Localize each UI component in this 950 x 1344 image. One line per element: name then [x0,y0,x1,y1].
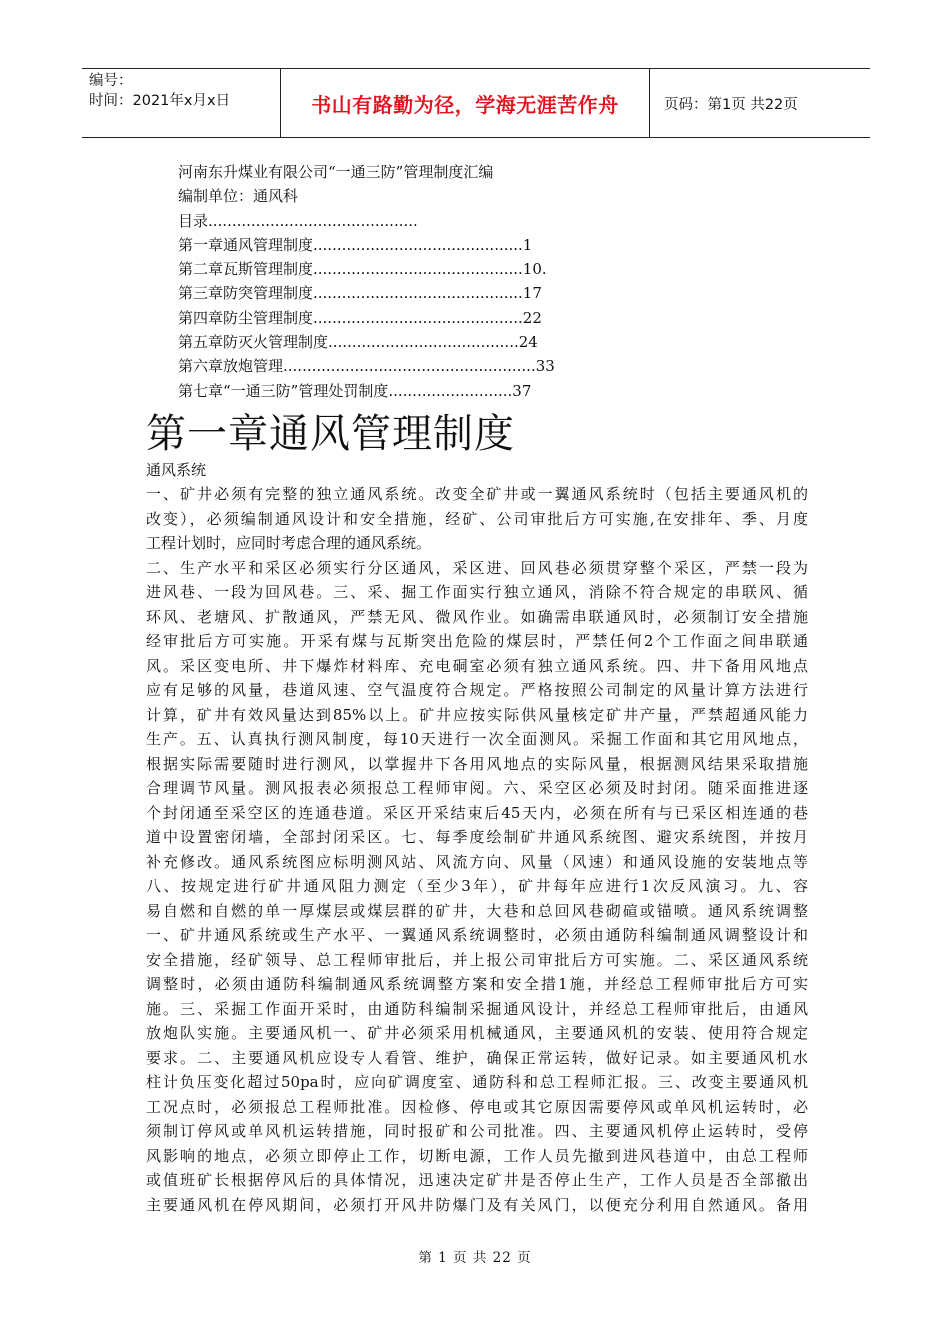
contents-label: 目录............................................ [178,211,418,230]
header-motto: 书山有路勤为径，学海无涯苦作舟 [280,69,650,137]
body-line: 应有足够的风量，巷道风速、空气温度符合规定。严格按照公司制定的风量计算方法进行 [146,681,808,699]
toc-entry[interactable]: 第三章防突管理制度............................................17 [178,284,542,303]
body-line: 施。三、采掘工作面开采时，由通防科编制采掘通风设计，并经总工程师审批后，由通风 [146,999,808,1018]
header-page-info: 页码：第1页 共22页 [664,96,798,113]
section-heading: 通风系统 [146,461,207,479]
toc-entry[interactable]: 第七章“一通三防”管理处罚制度..........................37 [178,381,532,400]
body-line: 柱计负压变化超过50pa时，应向矿调度室、通防科和总工程师汇报。三、改变主要通风机 [146,1073,808,1091]
body-line: 或值班矿长根据停风后的具体情况，迅速决定矿井是否停止生产，工作人员是否全部撤出 [146,1171,808,1189]
body-line: 道中设置密闭墙，全部封闭采区。七、每季度绘制矿井通风系统图、避灾系统图，并按月 [146,828,808,846]
body-line: 一、矿井必须有完整的独立通风系统。改变全矿井或一翼通风系统时（包括主要通风机的 [146,485,808,503]
body-line: 计算，矿井有效风量达到85%以上。矿井应按实际供风量核定矿井产量，严禁超通风能力 [146,705,808,724]
body-line: 八、按规定进行矿井通风阻力测定（至少3年），矿井每年应进行1次反风演习。九、容 [146,877,808,895]
table-of-contents [178,160,555,403]
body-line: 合理调节风量。测风报表必须报总工程师审阅。六、采空区必须及时封闭。随采面推进逐 [146,779,808,797]
body-line: 经审批后方可实施。开采有煤与瓦斯突出危险的煤层时，严禁任何2个工作面之间串联通 [146,632,808,650]
toc-entry[interactable]: 第五章防灭火管理制度........................................24 [178,333,538,352]
body-line: 风。采区变电所、井下爆炸材料库、充电硐室必须有独立通风系统。四、井下备用风地点 [146,656,808,675]
page-header [82,68,870,138]
document-time: 时间：2021年x月x日 [89,93,231,109]
toc-entry[interactable]: 第四章防尘管理制度............................................22 [178,308,542,327]
body-line: 环风、老塘风、扩散通风，严禁无风、微风作业。如确需串联通风时，必须制订安全措施 [146,607,808,626]
body-line: 调整时，必须由通防科编制通风系统调整方案和安全措1施，并经总工程师审批后方可实 [146,975,808,993]
header-meta [82,69,280,137]
toc-entry[interactable]: 第一章通风管理制度............................................1 [178,235,533,254]
body-line: 工况点时，必须报总工程师批准。因检修、停电或其它原因需要停风或单风机运转时，必 [146,1097,808,1116]
body-line: 须制订停风或单风机运转措施，同时报矿和公司批准。四、主要通风机停止运转时，受停 [146,1122,808,1140]
body-line: 安全措施，经矿领导、总工程师审批后，并上报公司审批后方可实施。二、采区通风系统 [146,950,808,969]
body-line: 生产。五、认真执行测风制度，每10天进行一次全面测风。采掘工作面和其它用风地点， [146,730,808,748]
chapter-title: 第一章通风管理制度 [146,411,515,457]
body-line: 个封闭通至采空区的连通巷道。采区开采结束后45天内，必须在所有与已采区相连通的巷 [146,803,808,822]
compiling-unit: 编制单位：通风科 [178,187,299,206]
document-number: 编号： [89,73,133,89]
body-line: 风影响的地点，必须立即停止工作，切断电源，工作人员先撤到进风巷道中，由总工程师 [146,1146,808,1165]
body-line: 根据实际需要随时进行测风，以掌握井下各用风地点的实际风量，根据测风结果采取措施 [146,754,808,773]
body-line: 一、矿井通风系统或生产水平、一翼通风系统调整时，必须由通防科编制通风调整设计和 [146,926,808,944]
chapter-body [146,482,808,1217]
body-line: 工程计划时，应同时考虑合理的通风系统。 [146,534,432,552]
company-title: 河南东升煤业有限公司“一通三防”管理制度汇编 [178,163,494,181]
body-line: 补充修改。通风系统图应标明测风站、风流方向、风量（风速）和通风设施的安装地点等 [146,852,808,871]
page-footer: 第 1 页 共 22 页 [418,1250,532,1266]
toc-entry[interactable]: 第二章瓦斯管理制度............................................10. [178,260,547,279]
toc-entry[interactable]: 第六章放炮管理.....................................................33 [178,357,555,376]
body-line: 主要通风机在停风期间，必须打开风井防爆门及有关风门，以便充分利用自然通风。备用 [146,1195,808,1214]
body-line: 放炮队实施。主要通风机一、矿井必须采用机械通风，主要通风机的安装、使用符合规定 [146,1024,808,1042]
body-line: 进风巷、一段为回风巷。三、采、掘工作面实行独立通风，消除不符合规定的串联风、循 [146,583,808,601]
body-line: 易自燃和自燃的单一厚煤层或煤层群的矿井，大巷和总回风巷砌碹或锚喷。通风系统调整 [146,901,808,920]
body-line: 要求。二、主要通风机应设专人看管、维护，确保正常运转，做好记录。如主要通风机水 [146,1048,808,1067]
body-line: 二、生产水平和采区必须实行分区通风，采区进、回风巷必须贯穿整个采区，严禁一段为 [146,558,808,577]
body-line: 改变），必须编制通风设计和安全措施，经矿、公司审批后方可实施,在安排年、季、月度 [146,509,808,528]
